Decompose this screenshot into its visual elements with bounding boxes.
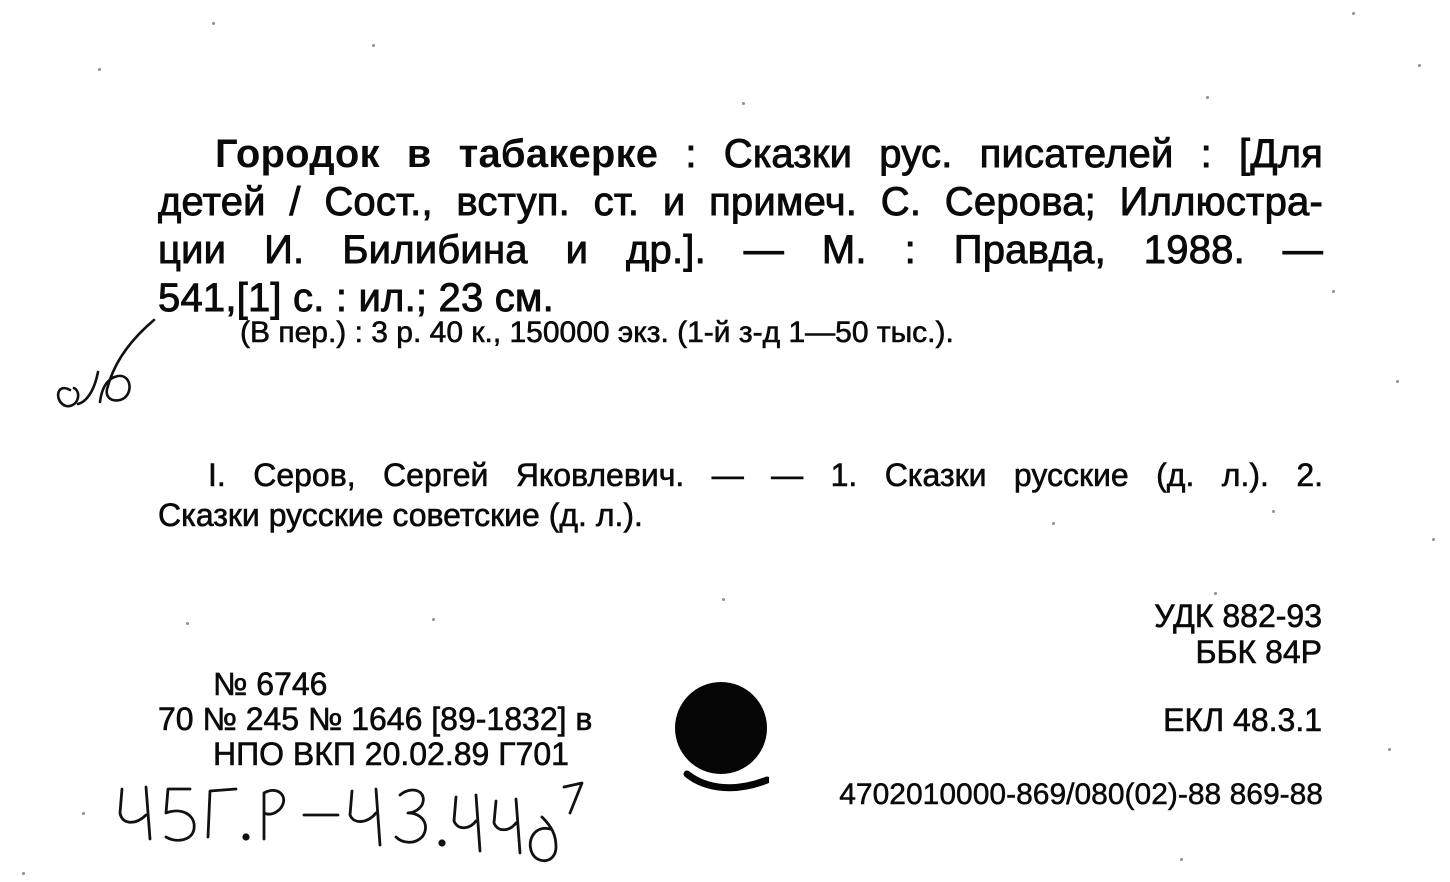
tracing-line-2: Сказки русские советские (д. л.). (158, 497, 643, 533)
scan-speck (1388, 748, 1391, 751)
entry-line-4: 541,[1] с. : ил.; 23 см. (158, 276, 554, 320)
ekl-code: ЕКЛ 48.3.1 (1163, 702, 1322, 738)
print-line: 70 № 245 № 1646 [89-1832] в (158, 701, 593, 737)
scan-speck (722, 598, 725, 601)
handwritten-mark (48, 312, 168, 412)
scan-speck (98, 68, 101, 71)
handwritten-code (112, 773, 602, 873)
scan-speck (186, 622, 189, 625)
tracing-line-1: I. Серов, Сергей Яковлевич. — — 1. Сказки русские (д. л.). 2. (208, 457, 1323, 493)
order-number: № 6746 (213, 666, 328, 702)
entry-line-1 (158, 130, 1323, 178)
price-line: (В пер.) : 3 р. 40 к., 150000 экз. (1-й з-д 1—50 тыс.). (240, 316, 954, 349)
scan-speck (1214, 592, 1217, 595)
scan-speck (82, 812, 85, 815)
tracing-section (158, 455, 1323, 535)
npo-line: НПО ВКП 20.02.89 Г701 (213, 736, 569, 772)
punched-hole (673, 680, 769, 792)
scan-speck (212, 22, 215, 25)
entry-description-1: : Сказки рус. писателей : [Для (658, 132, 1324, 176)
bbk-code: ББК 84Р (1195, 634, 1322, 670)
scan-speck (1206, 96, 1209, 99)
udk-code: УДК 882-93 (1154, 598, 1322, 634)
book-title: Городок в табакерке (215, 132, 659, 176)
scan-speck (1332, 290, 1335, 293)
scan-speck (372, 44, 375, 47)
classification-codes (1154, 598, 1322, 670)
scan-speck (432, 618, 435, 621)
scan-speck (1418, 64, 1421, 67)
entry-line-3: ции И. Билибина и др.]. — М. : Правда, 1988. — (158, 228, 1323, 272)
entry-line-2: детей / Сост., вступ. ст. и примеч. С. Серова; Иллюстра- (158, 180, 1323, 224)
isbn-line: 4702010000-869/080(02)-88 869-88 (839, 778, 1323, 811)
scan-speck (1432, 538, 1435, 541)
scan-speck (742, 102, 745, 105)
scan-speck (1352, 12, 1355, 15)
scan-speck (1396, 380, 1399, 383)
bibliographic-entry (158, 130, 1323, 322)
scan-speck (22, 872, 25, 875)
scan-speck (1180, 858, 1183, 861)
